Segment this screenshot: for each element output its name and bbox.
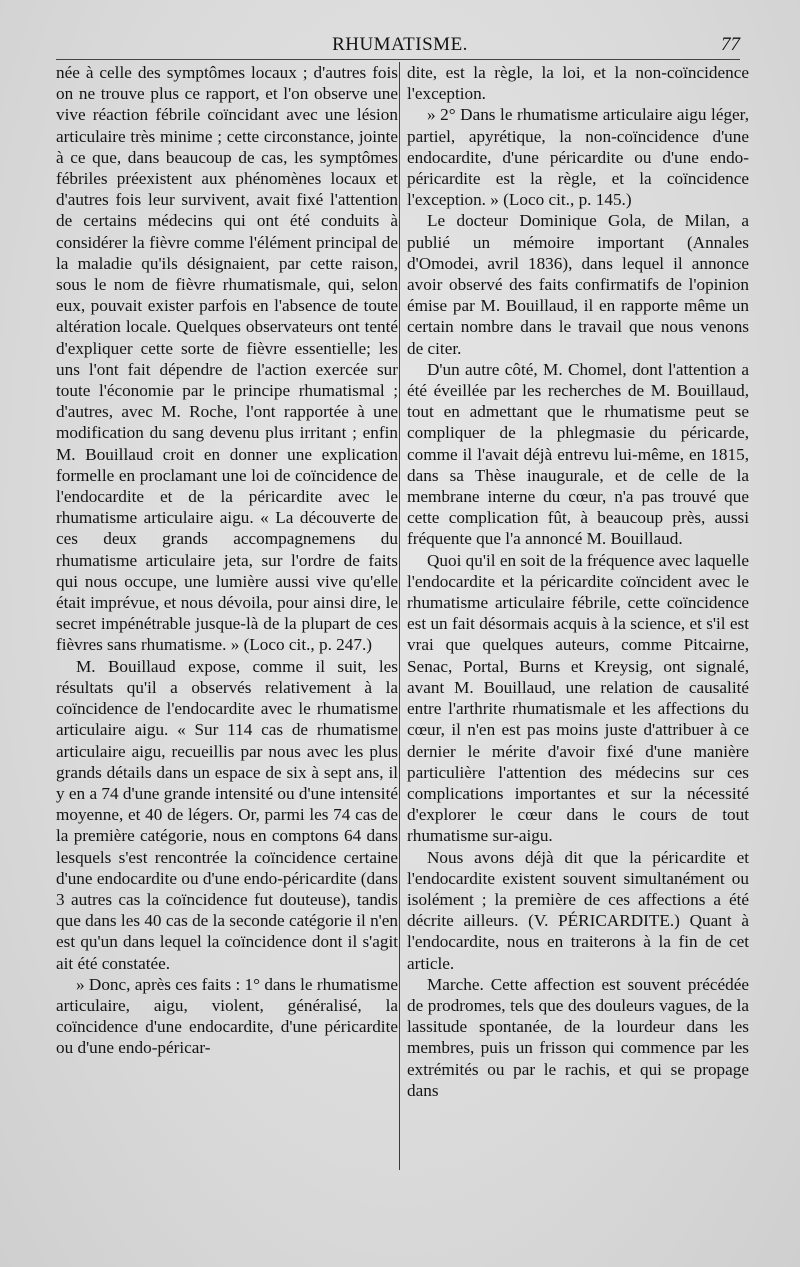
- paragraph: M. Bouillaud expose, comme il suit, les résultats qu'il a observés relativement à la coïncidence de l'endocardite avec le rhumatisme articulaire aigu. « Sur 114 cas de rhumatisme articulaire aigu, recueillis par nous avec les plus grands détails dans un espace de six à sept ans, il y en a 74 d'une grande intensité ou d'une intensité moyenne, et 40 de légers. Or, parmi les 74 cas de la première catégorie, nous en comptons 64 dans lesquels s'est rencontrée la coïncidence certaine d'une endocardite ou d'une endo-péricardite (dans 3 autres cas la coïncidence fut douteuse), tandis que dans les 40 cas de la seconde catégorie il n'en est qu'un dans lequel la coïncidence dont il s'agit ait été constatée.: [56, 656, 398, 973]
- left-column: [56, 62, 398, 1059]
- paragraph: Quoi qu'il en soit de la fréquence avec laquelle l'endocardite et la péricardite coïncident avec le rhumatisme articulaire fébrile, cette coïncidence est un fait désormais acquis à la science, et s'il est vrai que quelques auteurs, comme Pitcairne, Senac, Portal, Burns et Kreysig, ont signalé, avant M. Bouillaud, une relation de causalité entre l'arthrite rhumatismale et les affections du cœur, il n'en est pas moins juste d'attribuer à ce dernier le mérite d'avoir fixé d'une manière particulière l'attention des médecins sur ces complications importantes et sur la nécessité d'explorer le cœur dans le cours de tout rhumatisme sur-aigu.: [407, 550, 749, 846]
- running-title: RHUMATISME.: [332, 34, 468, 55]
- paragraph: Marche. Cette affection est souvent précédée de prodromes, tels que des douleurs vagues, de la lassitude spontanée, de la lourdeur dans les membres, puis un frisson qui commence par les extrémités ou par le rachis, et qui se propage dans: [407, 974, 749, 1100]
- header-rule: [56, 59, 740, 60]
- paragraph: née à celle des symptômes locaux ; d'autres fois on ne trouve plus ce rapport, et l'on observe une vive réaction fébrile coïncidant avec une lésion articulaire très minime ; cette circonstance, jointe à ce que, dans beaucoup de cas, les symptômes fébriles préexistent aux phénomènes locaux et d'autres fois leur survivent, avait fixé l'attention de certains médecins qui ont été conduits à considérer la fièvre comme l'élément principal de la maladie qu'ils désignaient, par cette raison, sous le nom de fièvre rhumatismale, qui, selon eux, pouvait exister parfois en l'absence de toute altération locale. Quelques observateurs ont tenté d'expliquer cette sorte de fièvre essentielle; les uns l'ont fait dépendre de l'action exercée sur toute l'économie par le principe rhumatismal ; d'autres, avec M. Roche, l'ont rapportée à une modification du sang devenu plus irritant ; enfin M. Bouillaud croit en donner une explication formelle en proclamant une loi de coïncidence de l'endocardite et de la péricardite avec le rhumatisme articulaire aigu. « La découverte de ces deux grands accompagnemens du rhumatisme articulaire jeta, sur l'ordre de faits qui nous occupe, une lumière aussi vive qu'elle était imprévue, et nous dévoila, pour ainsi dire, le secret impénétrable jusque-là de la plupart de ces fièvres sans rhumatisme. » (Loco cit., p. 247.): [56, 63, 398, 655]
- right-column: [407, 62, 749, 1101]
- paragraph: Le docteur Dominique Gola, de Milan, a publié un mémoire important (Annales d'Omodei, avril 1836), dans lequel il annonce avoir observé des faits confirmatifs de l'opinion émise par M. Bouillaud, il en rapporte même un certain nombre dans le travail que nous venons de citer.: [407, 211, 749, 358]
- paragraph: dite, est la règle, la loi, et la non-coïncidence l'exception.: [407, 63, 749, 104]
- paragraph: » Donc, après ces faits : 1° dans le rhumatisme articulaire, aigu, violent, généralisé, la coïncidence d'une endocardite, d'une péricardite ou d'une endo-péricar-: [56, 974, 398, 1058]
- column-divider: [399, 62, 400, 1170]
- paragraph: Nous avons déjà dit que la péricardite et l'endocardite existent souvent simultanément ou isolément ; la première de ces affections a été décrite ailleurs. (V. PÉRICARDITE.) Quant à l'endocardite, nous en traiterons à la fin de cet article.: [407, 847, 749, 973]
- page-header: [60, 34, 740, 58]
- page-number: 77: [721, 34, 740, 55]
- paragraph: D'un autre côté, M. Chomel, dont l'attention a été éveillée par les recherches de M. Bouillaud, tout en admettant que le rhumatisme peut se compliquer de la phlegmasie du péricarde, comme il l'avait déjà entrevu lui-même, en 1815, dans sa Thèse inaugurale, et de celle de la membrane interne du cœur, n'a pas trouvé que cette complication fût, à beaucoup près, aussi fréquente que l'a annoncé M. Bouillaud.: [407, 359, 749, 549]
- paragraph: » 2° Dans le rhumatisme articulaire aigu léger, partiel, apyrétique, la non-coïncidence d'une endocardite, d'une péricardite ou d'une endo-péricardite est la règle, et la coïncidence l'exception. » (Loco cit., p. 145.): [407, 105, 749, 210]
